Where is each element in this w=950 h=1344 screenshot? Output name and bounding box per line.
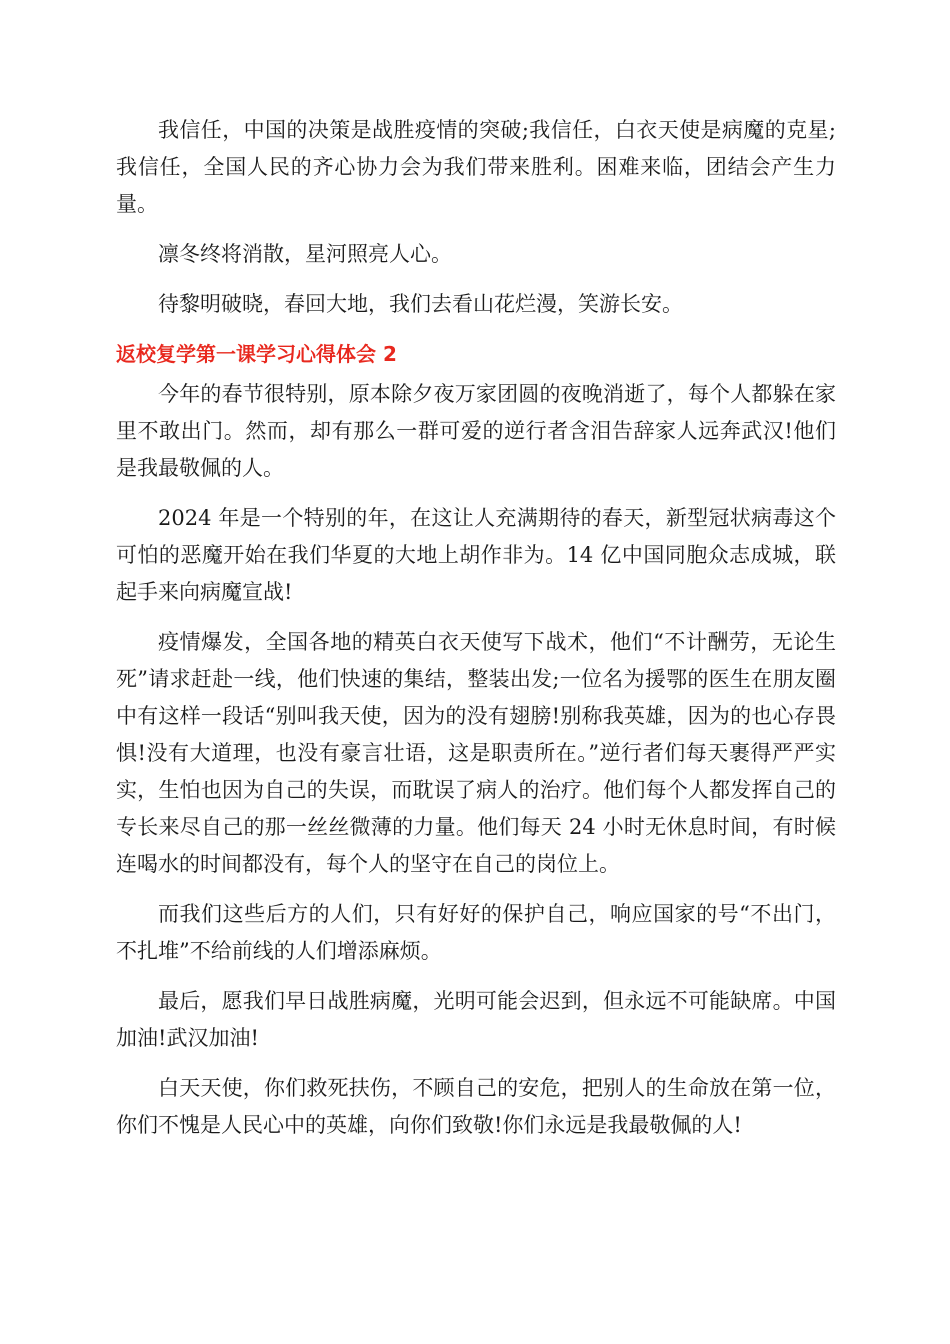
paragraph: 疫情爆发，全国各地的精英白衣天使写下战术，他们“不计酬劳，无论生死”请求赶赴一线，他们快速的集结，整装出发;一位名为援鄂的医生在朋友圈中有这样一段话“别叫我天使，因为的没有翅膀!别称我英雄，因为的也心存畏惧!没有大道理，也没有豪言壮语，这是职责所在。”逆行者们每天裹得严严实实，生怕也因为自己的失误，而耽误了病人的治疗。他们每个人都发挥自己的专长来尽自己的那一丝丝微薄的力量。他们每天 24 小时无休息时间，有时候连喝水的时间都没有，每个人的坚守在自己的岗位上。 bbox=[116, 630, 836, 876]
paragraph: 我信任，中国的决策是战胜疫情的突破;我信任，白衣天使是病魔的克星;我信任，全国人民的齐心协力会为我们带来胜利。困难来临，团结会产生力量。 bbox=[116, 118, 836, 216]
paragraph: 2024 年是一个特别的年，在这让人充满期待的春天，新型冠状病毒这个可怕的恶魔开始在我们华夏的大地上胡作非为。14 亿中国同胞众志成城，联起手来向病魔宣战! bbox=[116, 506, 836, 604]
document-page bbox=[116, 112, 836, 1157]
paragraph: 白天天使，你们救死扶伤，不顾自己的安危，把别人的生命放在第一位，你们不愧是人民心中的英雄，向你们致敬!你们永远是我最敬佩的人! bbox=[116, 1076, 836, 1137]
paragraph: 凛冬终将消散，星河照亮人心。 bbox=[158, 242, 452, 266]
paragraph: 待黎明破晓，春回大地，我们去看山花烂漫，笑游长安。 bbox=[158, 292, 683, 316]
paragraph: 今年的春节很特别，原本除夕夜万家团圆的夜晚消逝了，每个人都躲在家里不敢出门。然而，却有那么一群可爱的逆行者含泪告辞家人远奔武汉!他们是我最敬佩的人。 bbox=[116, 382, 836, 480]
paragraph: 而我们这些后方的人们，只有好好的保护自己，响应国家的号“不出门，不扎堆”不给前线的人们增添麻烦。 bbox=[116, 902, 836, 963]
paragraph: 最后，愿我们早日战胜病魔，光明可能会迟到，但永远不可能缺席。中国加油!武汉加油! bbox=[116, 989, 836, 1050]
section-heading: 返校复学第一课学习心得体会 2 bbox=[116, 342, 397, 366]
